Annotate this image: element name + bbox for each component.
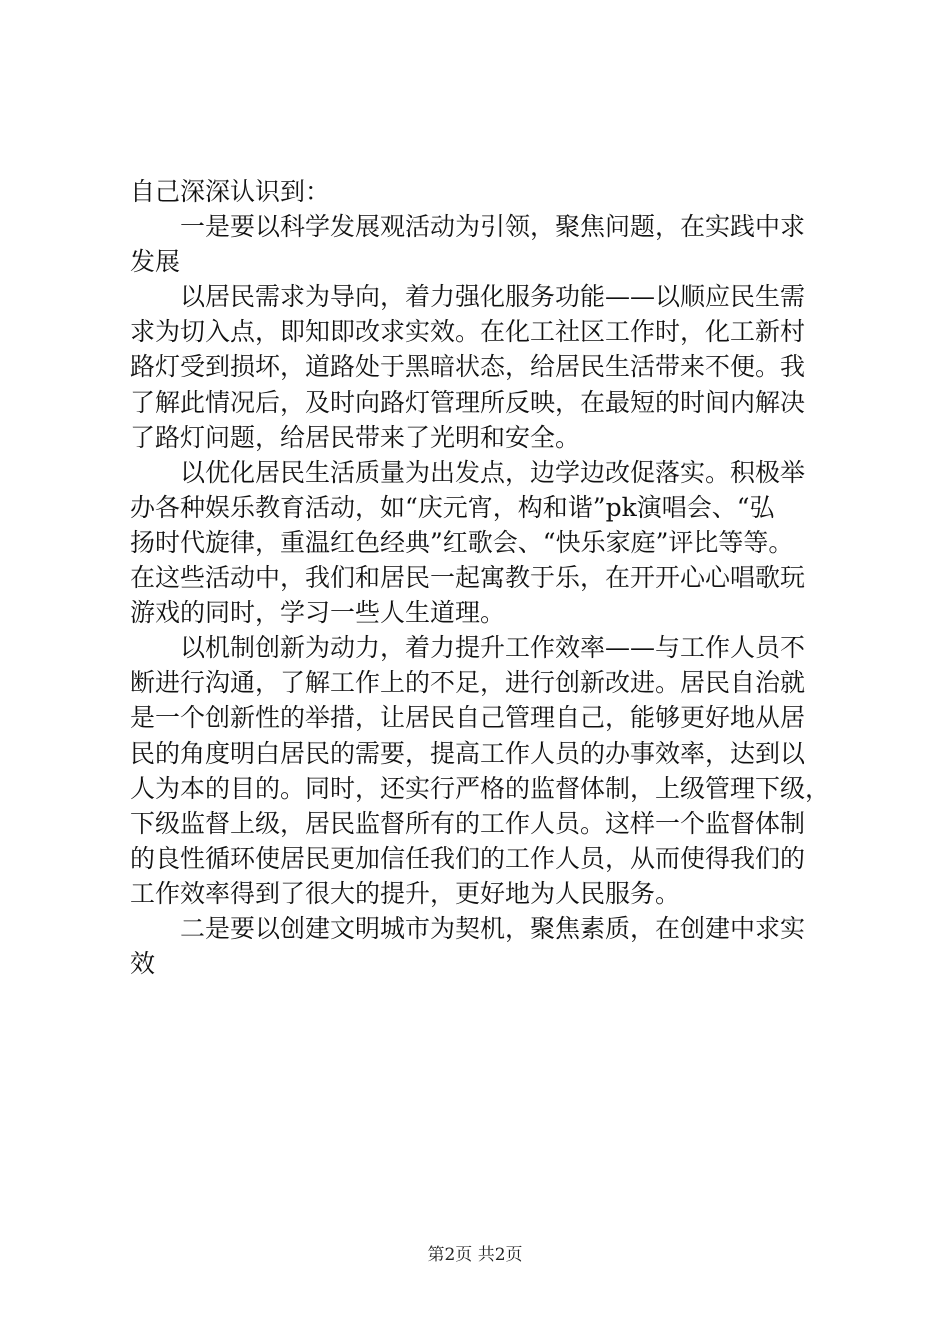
text-line: 是一个创新性的举措，让居民自己管理自己，能够更好地从居: [130, 703, 806, 733]
text-line: 断进行沟通，了解工作上的不足，进行创新改进。居民自治就: [130, 668, 806, 698]
text-line: 以优化居民生活质量为出发点，边学边改促落实。积极举: [180, 457, 806, 487]
text-line: 扬时代旋律，重温红色经典”红歌会、“快乐家庭”评比等等。: [130, 527, 794, 557]
text-line: 民的角度明白居民的需要，提高工作人员的办事效率，达到以: [130, 738, 806, 768]
text-line: 二是要以创建文明城市为契机，聚焦素质，在创建中求实: [180, 913, 806, 943]
text-line: 求为切入点，即知即改求实效。在化工社区工作时，化工新村: [130, 317, 806, 347]
text-line: 以机制创新为动力，着力提升工作效率——与工作人员不: [180, 633, 806, 663]
text-line: 自己深深认识到：: [130, 177, 331, 206]
text-line: 下级监督上级，居民监督所有的工作人员。这样一个监督体制: [130, 808, 806, 838]
document-body: [130, 174, 840, 981]
text-line: 办各种娱乐教育活动，如“庆元宵，构和谐”pk演唱会、“弘: [130, 492, 775, 522]
page-footer: 第2页 共2页: [427, 1245, 523, 1265]
text-line: 路灯受到损坏，道路处于黑暗状态，给居民生活带来不便。我: [130, 352, 806, 382]
text-line: 了解此情况后，及时向路灯管理所反映，在最短的时间内解决: [130, 387, 806, 417]
text-line: 了路灯问题，给居民带来了光明和安全。: [130, 422, 581, 452]
text-line: 的良性循环使居民更加信任我们的工作人员，从而使得我们的: [130, 843, 806, 873]
text-line: 效: [130, 949, 156, 979]
text-line: 人为本的目的。同时，还实行严格的监督体制，上级管理下级，: [130, 773, 831, 803]
text-line: 游戏的同时，学习一些人生道理。: [130, 598, 506, 628]
text-line: 一是要以科学发展观活动为引领，聚焦问题，在实践中求: [180, 212, 806, 242]
text-line: 发展: [130, 247, 181, 277]
text-line: 工作效率得到了很大的提升，更好地为人民服务。: [130, 878, 681, 908]
text-line: 以居民需求为导向，着力强化服务功能——以顺应民生需: [180, 282, 806, 312]
text-line: 在这些活动中，我们和居民一起寓教于乐，在开开心心唱歌玩: [130, 563, 806, 593]
